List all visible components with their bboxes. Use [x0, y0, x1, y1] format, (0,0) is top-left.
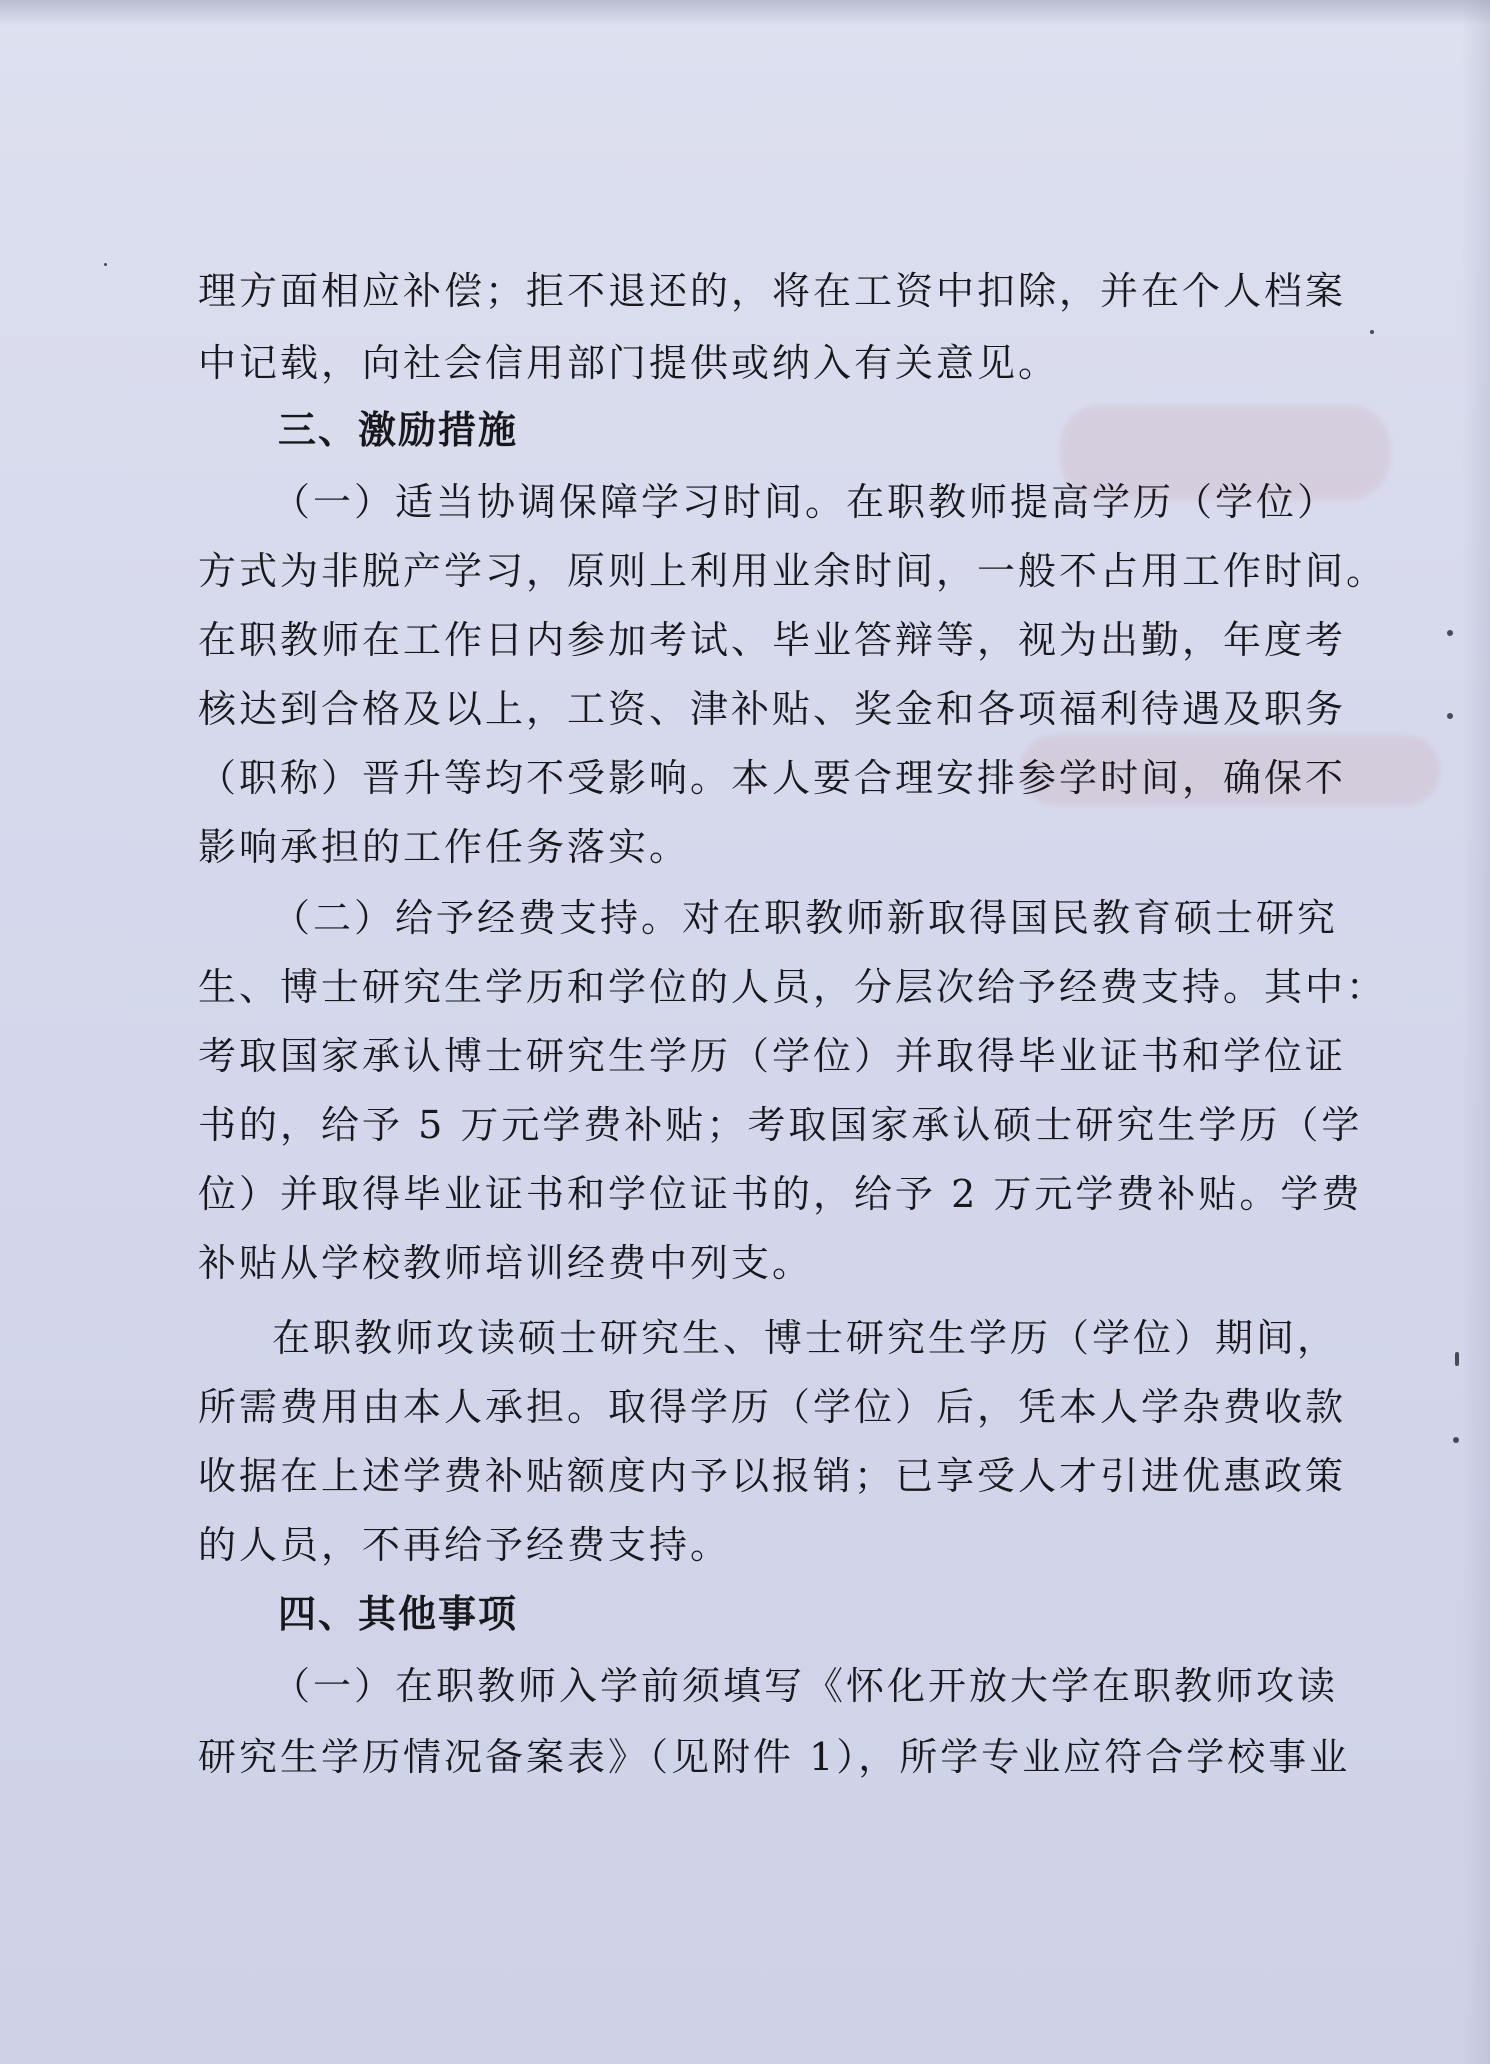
body-line-22: 研究生学历情况备案表》（见附件 1），所学专业应符合学校事业 — [198, 1735, 1351, 1779]
body-line-1: 理方面相应补偿；拒不退还的，将在工资中扣除，并在个人档案 — [198, 269, 1347, 313]
body-line-13: 书的，给予 5 万元学费补贴；考取国家承认硕士研究生学历（学 — [198, 1103, 1363, 1147]
body-line-4: （一）适当协调保障学习时间。在职教师提高学历（学位） — [272, 480, 1339, 524]
body-line-17: 所需费用由本人承担。取得学历（学位）后，凭本人学杂费收款 — [198, 1385, 1347, 1429]
paper-speck — [1447, 713, 1453, 719]
body-line-5: 方式为非脱产学习，原则上利用业余时间，一般不占用工作时间。 — [198, 549, 1388, 593]
body-line-14: 位）并取得毕业证书和学位证书的，给予 2 万元学费补贴。学费 — [198, 1172, 1363, 1216]
body-line-15: 补贴从学校教师培训经费中列支。 — [198, 1241, 814, 1285]
paper-speck — [104, 263, 107, 266]
paper-speck — [1447, 630, 1453, 636]
body-line-18: 收据在上述学费补贴额度内予以报销；已享受人才引进优惠政策 — [198, 1454, 1347, 1498]
body-line-7: 核达到合格及以上，工资、津补贴、奖金和各项福利待遇及职务 — [198, 687, 1347, 731]
body-line-9: 影响承担的工作任务落实。 — [198, 825, 691, 869]
body-line-6: 在职教师在工作日内参加考试、毕业答辩等，视为出勤，年度考 — [198, 618, 1347, 662]
section-heading-other-matters: 四、其他事项 — [278, 1592, 519, 1636]
page-top-shadow — [0, 0, 1490, 26]
page-edge-shadow — [1462, 0, 1490, 2064]
paper-speck — [1370, 330, 1374, 334]
body-line-11: 生、博士研究生学历和学位的人员，分层次给予经费支持。其中： — [198, 965, 1388, 1009]
body-line-19: 的人员，不再给予经费支持。 — [198, 1523, 732, 1567]
body-line-10: （二）给予经费支持。对在职教师新取得国民教育硕士研究 — [272, 896, 1339, 940]
paper-speck — [1453, 1437, 1459, 1443]
body-line-2: 中记载，向社会信用部门提供或纳入有关意见。 — [198, 341, 1060, 385]
body-line-8: （职称）晋升等均不受影响。本人要合理安排参学时间，确保不 — [198, 756, 1347, 800]
paper-speck — [1455, 1352, 1459, 1366]
body-line-16: 在职教师攻读硕士研究生、博士研究生学历（学位）期间， — [272, 1316, 1339, 1360]
body-line-21: （一）在职教师入学前须填写《怀化开放大学在职教师攻读 — [272, 1664, 1339, 1708]
body-line-12: 考取国家承认博士研究生学历（学位）并取得毕业证书和学位证 — [198, 1034, 1347, 1078]
section-heading-incentives: 三、激励措施 — [278, 408, 519, 452]
